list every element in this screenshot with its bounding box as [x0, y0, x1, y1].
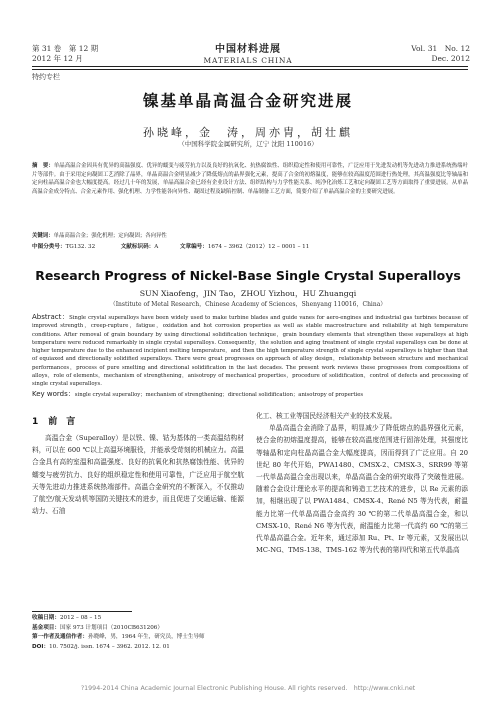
column-tag: 特约专栏	[32, 73, 60, 81]
issue-date: 2012 年 12 月	[32, 54, 83, 63]
keywords-en	[32, 390, 468, 399]
abstract-cn-label: 摘 要：	[32, 163, 54, 169]
keywords-cn-label: 关键词：	[32, 233, 54, 239]
body-paragraph-continued: 化工、核工业等国民经济相关产业的技术发展。	[256, 412, 397, 420]
abstract-en-label: Abstract：	[32, 313, 70, 321]
keywords-cn-text: 单晶高温合金；强化机理；定向凝固；各向异性	[53, 233, 167, 239]
volume-issue: 第 31 卷 第 12 期	[32, 44, 99, 53]
section-heading	[32, 414, 85, 427]
affiliation-en: （Institute of Metal Research，Chinese Academy of Sciences，Shenyang 110016，China）	[109, 301, 387, 308]
article-no-value: 1674 – 3962（2012）12 – 0001 – 11	[207, 244, 310, 250]
section-number: 1	[32, 417, 39, 427]
received-label: 收稿日期：	[32, 615, 60, 621]
fund-value: 国家 973 计划项目（2010CB631206）	[59, 624, 163, 631]
body-column-left	[32, 432, 244, 517]
keywords-en-text: single crystal superalloy；mechanism of strengthening；directional solidification；anisotropy of properties	[74, 392, 364, 398]
footnote-rule	[32, 611, 132, 612]
fund-label: 基金项目：	[32, 624, 60, 631]
doc-code-label: 文献标识码：	[120, 244, 155, 250]
header-rule-thin	[32, 69, 468, 70]
abstract-cn-text: 单晶高温合金因具有优异的高温强度、优异的蠕变与疲劳抗力以及良好的抗氧化、抗热腐蚀性、组织稳定性和使用可靠性，广泛应用于先进发动机等先进动力推进系统热端叶片等部件。由于采用定向凝固工艺消除了晶界，单晶高温合金明显减少了降低熔点的晶界强化元素，提高了合金的初熔温度，能够在较高温度范围进行热处理，其高温强度比等轴晶和定向柱晶高温合金也大幅度提高。经过几十年的发展，单晶高温合金已经有企业设计方法、组织结构与力学性能关系、纯净化冶炼工艺和定向凝固工艺等方面取得了重要进展。从单晶高温合金成分特点、合金元素作用、强化机理、力学性能各向异性、凝固过程及缺陷控制、单晶制备工艺方面，简要介绍了单晶高温合金的主要研究进展。	[32, 163, 468, 195]
doi-label: DOI：	[32, 643, 50, 650]
footnotes	[32, 614, 244, 652]
keywords-en-label: Key words：	[32, 390, 75, 398]
keywords-cn	[32, 232, 468, 240]
abstract-en-text: Single crystal superalloys have been widely used to make turbine blades and guide vanes for aero-engines and industrial gas turbines because of improved strength，creep-rupture，fatigue，oxidation and hot corrosion properties as well as stable macrostructure and reliability at high temperature conditions. After removal of grain boundary by using directional solidification technique，grain boundary elements that strengthen these superalloys at high temperature were reduced remarkably in single crystal superalloys. Consequently，the solution and aging treatment of single crystal superalloys can be done at higher temperature due to the enhanced incipient melting temperature，and then the high temperature strength of single crystal superalloys is higher than that of equiaxed and directionally solidified superalloys. There were great progresses on approach of alloy design，relationship between structure and mechanical performances，process of pure smelting and directional solidification in the last decades. The present work reviews these progresses from compositions of alloys，role of elements，mechanism of strengthening，anisotropy of mechanical properties，procedure of solidification，control of defects and processing of single crystal superalloys.	[32, 315, 468, 388]
authors-en: SUN Xiaofeng，JIN Tao，ZHOU Yizhou，HU Zhuangqi	[139, 289, 357, 298]
copyright-notice: ?1994-2014 China Academic Journal Electronic Publishing House. All rights reserved. http://www.cnki.net	[80, 685, 416, 692]
issue-date-en: Dec. 2012	[431, 54, 470, 63]
clc-value: TG132. 32	[65, 244, 96, 250]
footnote-received	[32, 614, 244, 624]
article-title-en: Research Progress of Nickel-Base Single Crystal Superalloys	[35, 268, 461, 283]
doi-value: 10. 7502/j. issn. 1674 – 3962. 2012. 12. 01	[49, 643, 170, 650]
header-rule	[32, 66, 468, 67]
journal-name-cn: 中国材料进展	[215, 44, 281, 55]
article-title-cn: 镍基单晶高温合金研究进展	[142, 92, 353, 110]
author-label: 第一作者及通信作者：	[32, 634, 88, 641]
footnote-author	[32, 633, 244, 643]
footnote-doi	[32, 643, 244, 653]
doc-code-value: A	[154, 244, 159, 250]
received-date: 2012 – 08 – 15	[59, 615, 102, 621]
body-paragraph: 单晶高温合金消除了晶界，明显减少了降低熔点的晶界强化元素，使合金的初熔温度提高，能够在较高温度范围进行固溶处理，其强度比等轴晶和定向柱晶高温合金大幅度提高，因而得到了广泛应用。自 20 世纪 80 年代开始，PWA1480、CMSX-2、CMSX-3、SRR99 等第一代单晶高温合金出现以来，单晶高温合金的研究取得了突破性进展。随着合金设计理论水平的提高和铸造工艺技术的进步，以 Re 元素的添加，相继出现了以 PWA1484、CMSX-4、René N5 等为代表，耐温能力比第一代单晶高温合金高约 30 ℃的第二代单晶高温合金，和以 CMSX-10、René N6 等为代表，耐温能力比第一代高约 60 ℃的第三代单晶高温合金。近年来，通过添加 Ru、Pt、Ir 等元素，又发展出以 MC-NG、TMS-138、TMS-162 等为代表的第四代和第五代单晶高	[256, 424, 468, 555]
journal-volume-info-en	[411, 44, 470, 64]
classification-line	[32, 242, 468, 250]
body-paragraph: 高温合金（Superalloy）是以铁、镍、钴为基体的一类高温结构材料，可以在 600 ℃以上高温环境服役，并能承受苛刻的机械应力。高温合金具有高的室温和高温强度、良好的抗氧化和抗热腐蚀性能、优异的蠕变与疲劳抗力、良好的组织稳定性和使用可靠性，广泛应用于航空航天等先进动力推进系统热端部件。高温合金研究的不断深入，不仅推动了航空/航天发动机等国防关键技术的进步，而且促进了交通运输、能源动力、石油	[32, 434, 244, 516]
authors-cn: 孙晓峰，金 涛，周亦胄，胡壮麒	[143, 126, 353, 139]
section-title: 前 言	[48, 417, 76, 427]
journal-name-en: MATERIALS CHINA	[203, 56, 293, 65]
volume-issue-en: Vol. 31 No. 12	[411, 44, 470, 53]
article-no-label: 文章编号：	[179, 244, 208, 250]
abstract-en	[32, 313, 468, 389]
footnote-fund	[32, 624, 244, 634]
abstract-cn	[32, 162, 468, 196]
author-value: 孙晓峰，男，1964 年生，研究员，博士生导师	[87, 634, 205, 641]
body-column-right	[256, 410, 468, 556]
affiliation-cn: （中国科学院金属研究所，辽宁 沈阳 110016）	[178, 140, 318, 148]
clc-label: 中图分类号：	[32, 244, 66, 250]
